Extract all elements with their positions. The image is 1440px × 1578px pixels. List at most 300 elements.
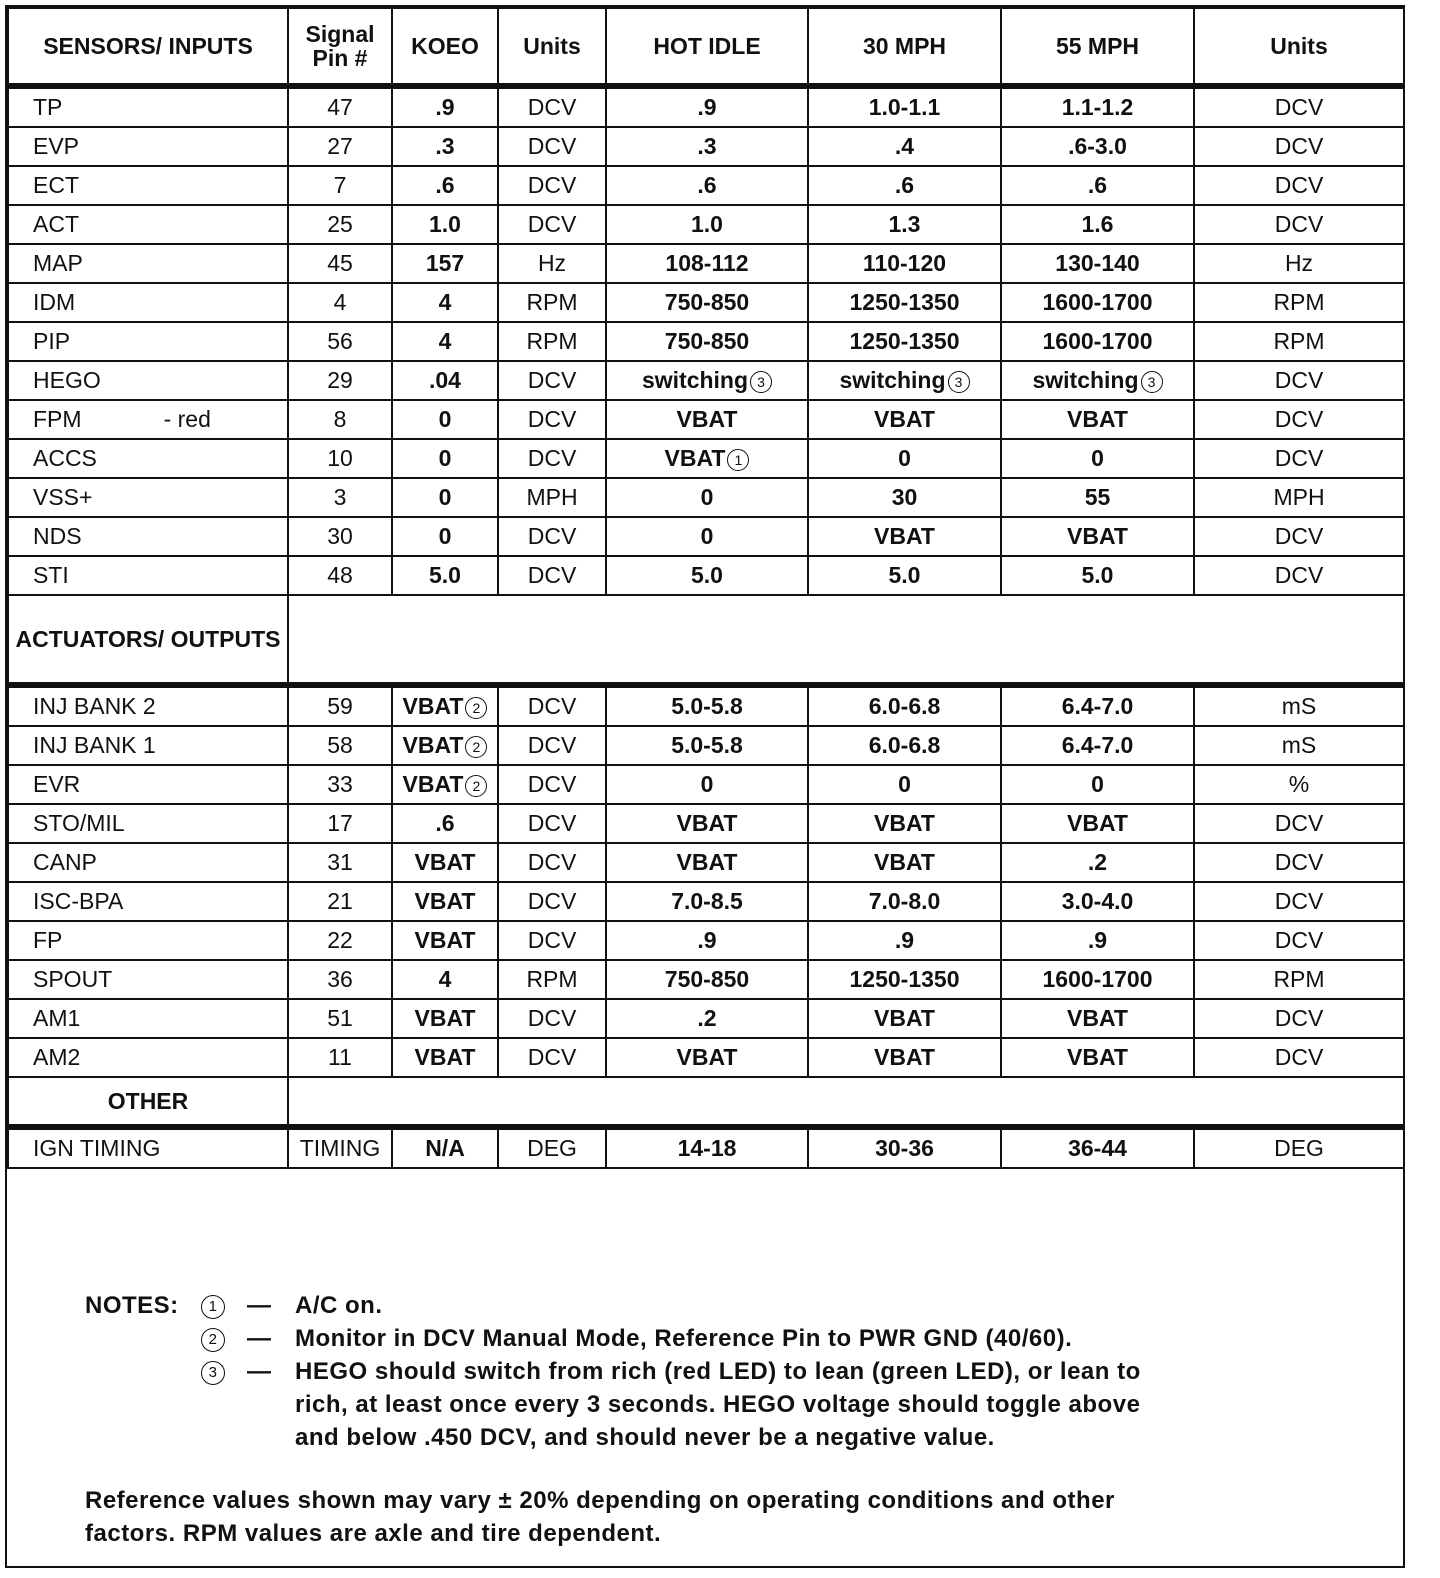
actuators-pin-value: 59 [327,693,353,720]
sensors-name-value: NDS [33,523,82,550]
sensors-units2-value: Hz [1284,250,1314,277]
sensors-hot_idle-cell [606,361,808,400]
sensors-mph55-cell [1001,86,1194,127]
sensors-mph55-cell [1001,517,1194,556]
sensors-pin-cell [288,283,392,322]
sensors-mph30-cell [808,166,1001,205]
actuators-section-blank [288,595,1404,685]
actuators-units-cell [498,804,606,843]
sensors-units2-value: DCV [1274,445,1324,472]
sensors-units-cell [498,517,606,556]
sensors-mph55-value: 55 [1084,484,1111,511]
notes-label: NOTES: [85,1292,179,1319]
actuators-pin-cell [288,765,392,804]
actuators-mph55-value: VBAT [1067,1044,1128,1071]
sensors-mph55-cell [1001,244,1194,283]
actuators-pin-value: 33 [327,771,353,798]
actuators-units-value: DCV [527,693,577,720]
actuators-hot_idle-cell [606,960,808,999]
note-3-marker [199,1355,225,1388]
actuators-row-isc-bpa [8,882,1404,921]
actuators-pin-cell [288,843,392,882]
sensors-koeo-value: 5.0 [429,562,461,589]
actuators-units-value: DCV [527,1044,577,1071]
actuators-mph55-cell [1001,1038,1194,1077]
actuators-units2-value: DCV [1274,1005,1324,1032]
reference-sheet [5,5,1405,1568]
actuators-hot_idle-value: 5.0-5.8 [671,693,743,720]
sensors-name-cell [8,166,288,205]
sensors-mph30-value: 0 [898,445,911,472]
sensors-hot_idle-value: 5.0 [691,562,723,589]
sensors-koeo-cell [392,244,498,283]
actuators-pin-value: 17 [327,810,353,837]
footnote-2-icon: 2 [465,697,487,719]
actuators-units2-cell [1194,1038,1404,1077]
other-section-row [8,1077,1404,1127]
sensors-units2-value: DCV [1274,523,1324,550]
actuators-name-value: AM1 [33,1005,81,1032]
sensors-koeo-value: .3 [435,133,455,160]
reference-values-table [7,7,1405,1169]
actuators-mph30-value: VBAT [874,1005,935,1032]
actuators-units-cell [498,843,606,882]
sensors-hot_idle-cell [606,205,808,244]
sensors-hot_idle-cell [606,283,808,322]
sensors-hot_idle-value: 108-112 [665,250,749,277]
footnote-2-icon: 2 [465,775,487,797]
actuators-hot_idle-value: VBAT [676,849,738,876]
note-2-marker [199,1322,225,1355]
other-mph55-value: 36-44 [1068,1135,1127,1162]
sensors-pin-cell [288,517,392,556]
actuators-mph30-cell [808,685,1001,726]
sensors-name-cell [8,244,288,283]
actuators-mph55-cell [1001,726,1194,765]
sensors-units2-cell [1194,127,1404,166]
sensors-mph55-cell [1001,556,1194,595]
sensors-mph55-cell [1001,205,1194,244]
actuators-mph30-cell [808,960,1001,999]
sensors-row-accs [8,439,1404,478]
actuators-mph55-cell [1001,960,1194,999]
sensors-mph30-value: 110-120 [862,250,947,277]
actuators-units2-cell [1194,685,1404,726]
actuators-name-cell [8,882,288,921]
sensors-mph55-value: 1.6 [1081,211,1114,238]
sensors-name-value: MAP [33,250,83,277]
sensors-mph30-cell [808,244,1001,283]
sensors-hot_idle-cell [606,166,808,205]
sensors-row-pip [8,322,1404,361]
sensors-mph30-value: 1250-1350 [849,289,960,316]
footnote-3-icon: 3 [1141,371,1163,393]
actuators-koeo-value: VBAT [402,693,464,720]
sensors-units-cell [498,86,606,127]
actuators-pin-value: 36 [327,966,353,993]
sensors-koeo-value: .6 [435,172,455,199]
footnote-3-icon: 3 [948,371,970,393]
other-units2-cell [1194,1127,1404,1168]
sensors-koeo-cell [392,478,498,517]
sensors-units-value: DCV [527,133,577,160]
sensors-pin-cell [288,478,392,517]
sensors-mph30-cell [808,517,1001,556]
actuators-name-value: CANP [33,849,97,876]
actuators-koeo-value: VBAT [414,1005,476,1032]
sensors-hot_idle-value: .9 [697,94,717,121]
sensors-units-value: DCV [527,406,577,433]
sensors-pin-cell [288,205,392,244]
actuators-units2-cell [1194,960,1404,999]
sensors-pin-value: 7 [333,172,347,199]
sensors-name-cell [8,86,288,127]
actuators-mph55-value: .9 [1087,927,1108,954]
sensors-units-cell [498,439,606,478]
actuators-hot_idle-value: 5.0-5.8 [671,732,743,759]
actuators-hot_idle-cell [606,804,808,843]
actuators-units-value: DCV [527,888,577,915]
actuators-pin-cell [288,726,392,765]
sensors-pin-value: 48 [327,562,353,589]
footnote-3-icon: 3 [750,371,772,393]
actuators-mph30-cell [808,921,1001,960]
sensors-pin-cell [288,166,392,205]
actuators-row-sto-mil [8,804,1404,843]
sensors-mph55-value: .6 [1087,172,1108,199]
actuators-units-cell [498,1038,606,1077]
sensors-hot_idle-value: .3 [697,133,717,160]
actuators-hot_idle-value: 7.0-8.5 [671,888,743,915]
sensors-hot_idle-cell [606,517,808,556]
sensors-name-value: TP [33,94,63,121]
sensors-pin-cell [288,361,392,400]
sensors-mph55-value: switching [1032,367,1139,394]
actuators-koeo-cell [392,1038,498,1077]
actuators-hot_idle-value: .2 [697,1005,717,1032]
sensors-units-cell [498,127,606,166]
other-hot_idle-cell [606,1127,808,1168]
sensors-units2-cell [1194,166,1404,205]
sensors-pin-cell [288,439,392,478]
sensors-mph55-cell [1001,400,1194,439]
sensors-units2-value: DCV [1274,94,1324,121]
sensors-koeo-value: 4 [438,328,452,355]
actuators-koeo-value: VBAT [414,849,476,876]
actuators-units-value: DCV [527,1005,577,1032]
actuators-hot_idle-value: VBAT [676,810,738,837]
sensors-row-tp [8,86,1404,127]
sensors-row-act [8,205,1404,244]
sensors-pin-value: 47 [327,94,353,121]
sensors-pin-cell [288,244,392,283]
other-mph55-cell [1001,1127,1194,1168]
actuators-pin-cell [288,882,392,921]
actuators-mph55-value: 1600-1700 [1042,966,1153,993]
sensors-units-value: DCV [527,367,577,394]
sensors-row-evp [8,127,1404,166]
sensors-mph30-cell [808,86,1001,127]
actuators-koeo-cell [392,999,498,1038]
footnote-2-icon: 2 [201,1328,225,1352]
actuators-name-cell [8,765,288,804]
sensors-mph30-cell [808,556,1001,595]
actuators-koeo-value: 4 [438,966,452,993]
sensors-units2-cell [1194,517,1404,556]
actuators-hot_idle-value: 750-850 [664,966,750,993]
actuators-name-value: EVR [33,771,81,798]
actuators-mph55-cell [1001,685,1194,726]
sensors-mph55-value: VBAT [1067,406,1128,433]
sensors-name-cell [8,205,288,244]
sensors-hot_idle-cell [606,86,808,127]
sensors-units-value: Hz [537,250,567,277]
sensors-mph30-cell [808,322,1001,361]
sensors-hot_idle-cell [606,478,808,517]
note-3-line-3: and below .450 DCV, and should never be a negative value. [295,1424,995,1451]
actuators-units-value: DCV [527,927,577,954]
actuators-units2-cell [1194,921,1404,960]
sensors-name-value: FPM [33,406,82,433]
sensors-koeo-value: 0 [438,445,452,472]
actuators-units2-value: DCV [1274,927,1324,954]
sensors-mph55-value: 1.1-1.2 [1061,94,1134,121]
sensors-units2-cell [1194,205,1404,244]
actuators-mph30-value: 6.0-6.8 [868,693,941,720]
other-name-value: IGN TIMING [33,1135,161,1162]
sensors-units2-value: DCV [1274,211,1324,238]
sensors-units2-cell [1194,478,1404,517]
sensors-koeo-value: 4 [438,289,452,316]
sensors-units-value: DCV [527,211,577,238]
header-units-2: Units [1194,8,1404,86]
sensors-pin-cell [288,86,392,127]
sensors-units2-cell [1194,439,1404,478]
sensors-mph30-value: VBAT [874,523,935,550]
sensors-mph30-cell [808,439,1001,478]
actuators-name-value: ISC-BPA [33,888,124,915]
sensors-row-map [8,244,1404,283]
sensors-name-cell [8,127,288,166]
sensors-name-value: EVP [33,133,80,160]
sensors-name-value: IDM [33,289,76,316]
sensors-koeo-value: 0 [438,484,452,511]
sensors-name-cell [8,361,288,400]
actuators-row-inj-bank-2 [8,685,1404,726]
note-2-text: Monitor in DCV Manual Mode, Reference Pin to PWR GND (40/60). [295,1325,1073,1352]
sensors-name-cell [8,283,288,322]
actuators-hot_idle-cell [606,882,808,921]
sensors-units2-cell [1194,283,1404,322]
sensors-pin-value: 4 [333,289,347,316]
actuators-mph55-value: 0 [1091,771,1104,798]
sensors-mph30-cell [808,478,1001,517]
actuators-hot_idle-cell [606,685,808,726]
sensors-pin-value: 45 [327,250,353,277]
actuators-units-cell [498,882,606,921]
sensors-units-value: DCV [527,445,577,472]
actuators-pin-cell [288,921,392,960]
sensors-koeo-cell [392,400,498,439]
sensors-mph30-value: VBAT [874,406,935,433]
actuators-hot_idle-cell [606,843,808,882]
actuators-pin-value: 31 [327,849,353,876]
actuators-row-am1 [8,999,1404,1038]
other-hot_idle-value: 14-18 [677,1135,737,1162]
sensors-koeo-cell [392,205,498,244]
sensors-koeo-cell [392,361,498,400]
actuators-units2-value: DCV [1274,849,1324,876]
sensors-units-cell [498,400,606,439]
actuators-outputs-title: ACTUATORS/ OUTPUTS [8,595,288,685]
header-row [8,8,1404,86]
sensors-hot_idle-value: 1.0 [691,211,723,238]
actuators-name-value: AM2 [33,1044,81,1071]
sensors-hot_idle-cell [606,244,808,283]
sensors-units-value: RPM [526,328,578,355]
sensors-mph30-value: 1.0-1.1 [868,94,941,121]
sensors-units-value: MPH [526,484,578,511]
actuators-mph30-cell [808,726,1001,765]
sensors-units2-value: DCV [1274,367,1324,394]
actuators-mph30-value: VBAT [874,849,935,876]
sensors-name-cell [8,400,288,439]
sensors-name-value: VSS+ [33,484,93,511]
sensors-hot_idle-cell [606,439,808,478]
actuators-koeo-cell [392,765,498,804]
actuators-units-value: DCV [527,849,577,876]
footnote-3-icon: 3 [201,1361,225,1385]
actuators-hot_idle-value: VBAT [676,1044,738,1071]
actuators-units2-value: DCV [1274,1044,1324,1071]
sensors-units2-value: DCV [1274,172,1324,199]
actuators-units2-value: DCV [1274,888,1324,915]
sensors-hot_idle-value: 0 [700,484,714,511]
actuators-koeo-value: VBAT [402,732,464,759]
sensors-name-cell [8,322,288,361]
actuators-mph30-value: 7.0-8.0 [868,888,941,915]
actuators-name-value: FP [33,927,63,954]
sensors-units-cell [498,556,606,595]
actuators-hot_idle-cell [606,999,808,1038]
sensors-mph55-value: VBAT [1067,523,1128,550]
actuators-units-value: DCV [527,771,577,798]
other-mph30-value: 30-36 [875,1135,934,1162]
sensors-hot_idle-value: .6 [697,172,717,199]
sensors-units-value: DCV [527,172,577,199]
sensors-units-cell [498,322,606,361]
sensors-mph55-value: .6-3.0 [1068,133,1127,160]
actuators-row-am2 [8,1038,1404,1077]
actuators-mph55-value: 6.4-7.0 [1061,732,1134,759]
sensors-koeo-cell [392,439,498,478]
note-2-dash: — [247,1325,272,1352]
other-koeo-cell [392,1127,498,1168]
actuators-units2-cell [1194,804,1404,843]
sensors-row-vss- [8,478,1404,517]
sensors-hot_idle-value: 0 [700,523,714,550]
actuators-units2-value: RPM [1273,966,1325,993]
actuators-units-cell [498,765,606,804]
sensors-pin-cell [288,400,392,439]
other-pin-value: TIMING [299,1135,381,1162]
sensors-koeo-cell [392,283,498,322]
reference-line-1: Reference values shown may vary ± 20% depending on operating conditions and other [85,1487,1115,1514]
header-sensors-inputs: SENSORS/ INPUTS [8,8,288,86]
other-title: OTHER [8,1077,288,1127]
actuators-units2-cell [1194,999,1404,1038]
actuators-koeo-cell [392,843,498,882]
actuators-pin-cell [288,960,392,999]
header-hot-idle: HOT IDLE [606,8,808,86]
sensors-row-hego [8,361,1404,400]
sensors-koeo-value: .9 [435,94,455,121]
actuators-row-spout [8,960,1404,999]
sensors-row-fpm [8,400,1404,439]
sensors-pin-value: 56 [327,328,353,355]
sensors-units2-value: DCV [1274,562,1324,589]
actuators-koeo-cell [392,685,498,726]
sensors-hot_idle-cell [606,556,808,595]
sensors-row-ect [8,166,1404,205]
reference-line-2: factors. RPM values are axle and tire dependent. [85,1520,662,1547]
actuators-mph30-value: .9 [894,927,915,954]
sensors-pin-value: 10 [327,445,353,472]
actuators-mph30-value: 0 [898,771,911,798]
actuators-mph30-value: 6.0-6.8 [868,732,941,759]
sensors-pin-value: 8 [333,406,347,433]
sensors-units-value: DCV [527,94,577,121]
sensors-name-value: HEGO [33,367,101,394]
sensors-name-value: ACT [33,211,79,238]
actuators-mph30-cell [808,882,1001,921]
actuators-pin-value: 11 [328,1044,352,1071]
sensors-name-value: PIP [33,328,71,355]
sensors-koeo-cell [392,166,498,205]
actuators-pin-cell [288,804,392,843]
footnote-1-icon: 1 [727,449,749,471]
sensors-mph55-cell [1001,322,1194,361]
sensors-name-cell [8,556,288,595]
sensors-mph55-cell [1001,361,1194,400]
actuators-koeo-cell [392,726,498,765]
sensors-name-value: ECT [33,172,79,199]
other-name-cell [8,1127,288,1168]
actuators-units2-cell [1194,882,1404,921]
notes-block [85,1289,1315,1550]
sensors-pin-cell [288,556,392,595]
sensors-koeo-cell [392,517,498,556]
note-2 [85,1322,1315,1355]
sensors-units2-value: RPM [1273,289,1325,316]
sensors-koeo-value: 157 [425,250,465,277]
sensors-units2-cell [1194,322,1404,361]
sensors-mph30-value: 1250-1350 [849,328,960,355]
actuators-mph55-value: 6.4-7.0 [1061,693,1134,720]
other-units2-value: DEG [1274,1135,1324,1162]
sensors-koeo-value: 1.0 [429,211,461,238]
actuators-units-cell [498,921,606,960]
note-3-dash: — [247,1358,272,1385]
header-30-mph: 30 MPH [808,8,1001,86]
sensors-hot_idle-cell [606,322,808,361]
actuators-pin-value: 21 [327,888,353,915]
sensors-units2-cell [1194,86,1404,127]
sensors-mph30-value: 5.0 [888,562,921,589]
sensors-mph30-value: 30 [891,484,918,511]
actuators-mph55-cell [1001,882,1194,921]
actuators-hot_idle-value: 0 [700,771,714,798]
